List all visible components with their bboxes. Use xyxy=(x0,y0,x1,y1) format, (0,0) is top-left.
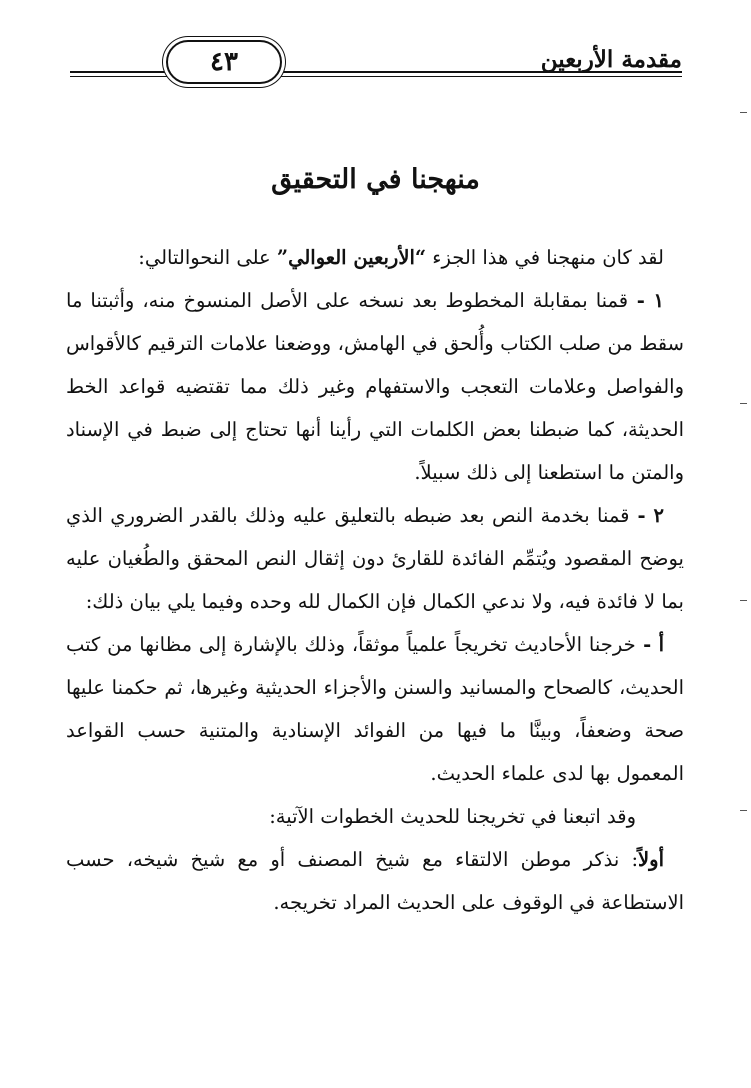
steps-intro: وقد اتبعنا في تخريجنا للحديث الخطوات الآتية: xyxy=(269,805,636,828)
step-1-paragraph xyxy=(66,838,684,924)
page-number: ٤٣ xyxy=(210,47,238,77)
item-1-text: قمنا بمقابلة المخطوط بعد نسخه على الأصل المنسوخ منه، وأثبتنا ما سقط من صلب الكتاب وأُلحق في الهامش، ووضعنا علامات الترقيم كالأقواس والفواصل وعلامات التعجب والاستفهام وغير ذلك مما تقتضيه قواعد الخط الحديثة، كما ضبطنا بعض الكلمات التي رأينا أنها تحتاج إلى ضبط في الإسناد والمتن ما استطعنا إلى ذلك سبيلاً. xyxy=(66,289,684,484)
item-2-paragraph xyxy=(66,494,684,623)
chapter-title: منهجنا في التحقيق xyxy=(271,164,480,195)
intro-text-end: على النحوالتالي: xyxy=(138,246,277,269)
page-edge-mark xyxy=(740,112,747,113)
page-edge-mark xyxy=(740,600,747,601)
item-2-text: قمنا بخدمة النص بعد ضبطه بالتعليق عليه وذلك بالقدر الضروري الذي يوضح المقصود ويُتمِّم الفائدة للقارئ دون إثقال النص المحقق والطُغيان عليه بما لا فائدة فيه، ولا ندعي الكمال فإن الكمال لله وحده وفيما يلي بيان ذلك: xyxy=(66,504,684,613)
running-header xyxy=(70,40,682,84)
item-1-paragraph xyxy=(66,279,684,494)
body-text xyxy=(66,236,684,924)
header-rule-thin xyxy=(70,76,682,77)
page-number-frame xyxy=(166,40,282,84)
item-2-marker: ٢ - xyxy=(629,504,665,527)
step-1-text: : نذكر موطن الالتقاء مع شيخ المصنف أو مع شيخ شيخه، حسب الاستطاعة في الوقوف على الحديث المراد تخريجه. xyxy=(66,848,684,914)
running-title: مقدمة الأربعين xyxy=(540,46,682,73)
item-a-text: خرجنا الأحاديث تخريجاً علمياً موثقاً، وذلك بالإشارة إلى مظانها من كتب الحديث، كالصحاح والمسانيد والسنن والأجزاء الحديثية وغيرها، ثم حكمنا عليها صحة وضعفاً، وبينَّا ما فيها من الفوائد الإسنادية والمتنية حسب القواعد المعمول بها لدى علماء الحديث. xyxy=(66,633,684,785)
intro-paragraph xyxy=(66,236,684,279)
page-edge-mark xyxy=(740,403,747,404)
intro-text: لقد كان منهجنا في هذا الجزء xyxy=(432,246,664,269)
step-1-marker: أولاً xyxy=(638,848,664,871)
book-title: “الأربعين العوالي” xyxy=(276,246,427,269)
item-1-marker: ١ - xyxy=(628,289,664,312)
item-a-marker: أ - xyxy=(635,633,665,656)
item-a-paragraph xyxy=(66,623,684,795)
page-edge-mark xyxy=(740,810,747,811)
